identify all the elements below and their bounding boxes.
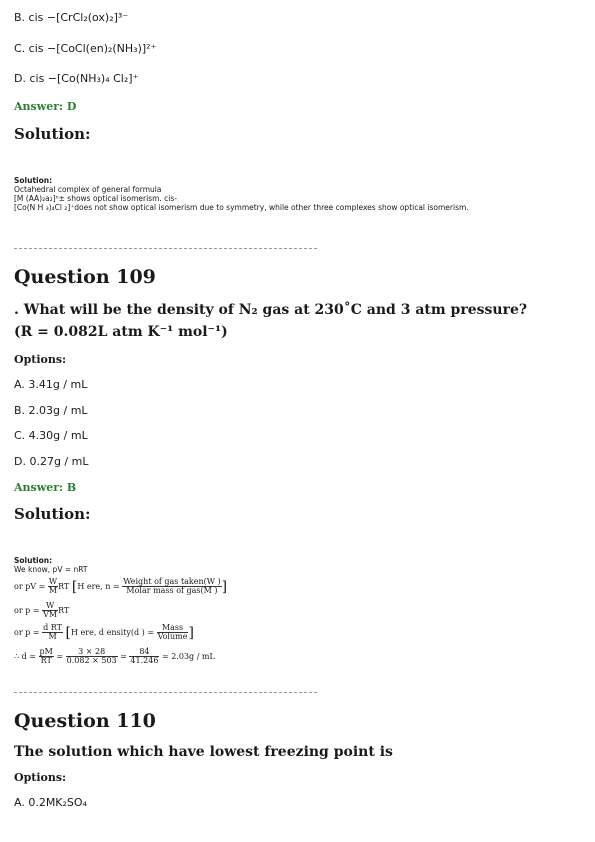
solution-block bbox=[14, 176, 469, 212]
solution-line: [M (AA)₂a₂]ⁿ± shows optical isomerism. cis- bbox=[14, 194, 178, 203]
solution-line: [Co(N H ₃)₄Cl ₂]⁺does not show optical isomerism due to symmetry, while other three complexes show optical isomerism. bbox=[14, 203, 469, 212]
question-text: (R = 0.082L atm K⁻¹ mol⁻¹) bbox=[14, 324, 228, 340]
eq-text: or p = bbox=[14, 605, 40, 615]
fraction: $\frac{\text{d RT}}{M}$ bbox=[43, 623, 62, 642]
equation-line: or pV = $\frac{W}{M}$ RT [H ere, n = $\frac{\text{Weight of gas taken(W )}}{\text{Molar mass of gas(M )}}$ ] bbox=[14, 577, 228, 596]
question-text: . What will be the density of N₂ gas at 230˚C and 3 atm pressure? bbox=[14, 302, 528, 318]
option-d: D. 0.27g / mL bbox=[14, 455, 89, 468]
divider bbox=[14, 692, 317, 693]
eq-text: RT bbox=[58, 581, 70, 591]
option-d: D. cis −[Co(NH₃)₄ Cl₂]⁺ bbox=[14, 72, 139, 85]
question-title: Question 110 bbox=[14, 710, 156, 732]
equation-line: or p = $\frac{\text{d RT}}{M}$ [H ere, d ensity(d ) = $\frac{\text{Mass}}{\text{Volume}}$ ] bbox=[14, 623, 194, 642]
eq-text: or pV = bbox=[14, 581, 46, 591]
option-c: C. cis −[CoCl(en)₂(NH₃)]²⁺ bbox=[14, 42, 157, 55]
eq-text: = bbox=[120, 651, 127, 661]
question-title: Question 109 bbox=[14, 266, 156, 288]
eq-text: = 2.03g / mL bbox=[161, 651, 215, 661]
solution-heading: Solution: bbox=[14, 505, 91, 523]
fraction: $\frac{\text{Weight of gas taken(W )}}{\text{Molar mass of gas(M )}}$ bbox=[123, 577, 221, 596]
question-text: The solution which have lowest freezing point is bbox=[14, 744, 393, 760]
answer-label: Answer: D bbox=[14, 100, 77, 113]
fraction: $\frac{pM}{RT}$ bbox=[39, 647, 53, 666]
divider bbox=[14, 248, 317, 249]
option-b: B. cis −[CrCl₂(ox)₂]³⁻ bbox=[14, 11, 129, 24]
fraction: $\frac{W}{M}$ bbox=[48, 577, 58, 596]
option-c: C. 4.30g / mL bbox=[14, 429, 88, 442]
solution-label-block bbox=[14, 556, 88, 574]
eq-text: ∴ d = bbox=[14, 651, 36, 661]
eq-text: H ere, n = bbox=[77, 581, 120, 591]
fraction: $\frac{W}{VM}$ bbox=[43, 601, 58, 620]
options-heading: Options: bbox=[14, 353, 67, 366]
option-a: A. 3.41g / mL bbox=[14, 378, 88, 391]
eq-text: or p = bbox=[14, 627, 40, 637]
answer-label: Answer: B bbox=[14, 481, 77, 494]
equation-line bbox=[14, 648, 215, 666]
eq-text: RT bbox=[58, 605, 70, 615]
option-a: A. 0.2MK₂SO₄ bbox=[14, 796, 87, 809]
fraction: $\frac{\text{Mass}}{\text{Volume}}$ bbox=[157, 623, 188, 642]
solution-label: Solution: bbox=[14, 556, 53, 565]
option-b: B. 2.03g / mL bbox=[14, 404, 88, 417]
solution-line: We know, pV = nRT bbox=[14, 565, 88, 574]
solution-line: Octahedral complex of general formula bbox=[14, 185, 162, 194]
fraction: $\frac{84}{41.246}$ bbox=[130, 647, 159, 666]
options-heading: Options: bbox=[14, 771, 67, 784]
eq-text: = bbox=[56, 651, 64, 661]
fraction: $\frac{3 \times 28}{0.082 \times 503}$ bbox=[66, 647, 117, 666]
eq-text: H ere, d ensity(d ) = bbox=[71, 627, 155, 637]
solution-label: Solution: bbox=[14, 176, 53, 185]
equation-line bbox=[14, 602, 69, 620]
solution-heading: Solution: bbox=[14, 125, 91, 143]
